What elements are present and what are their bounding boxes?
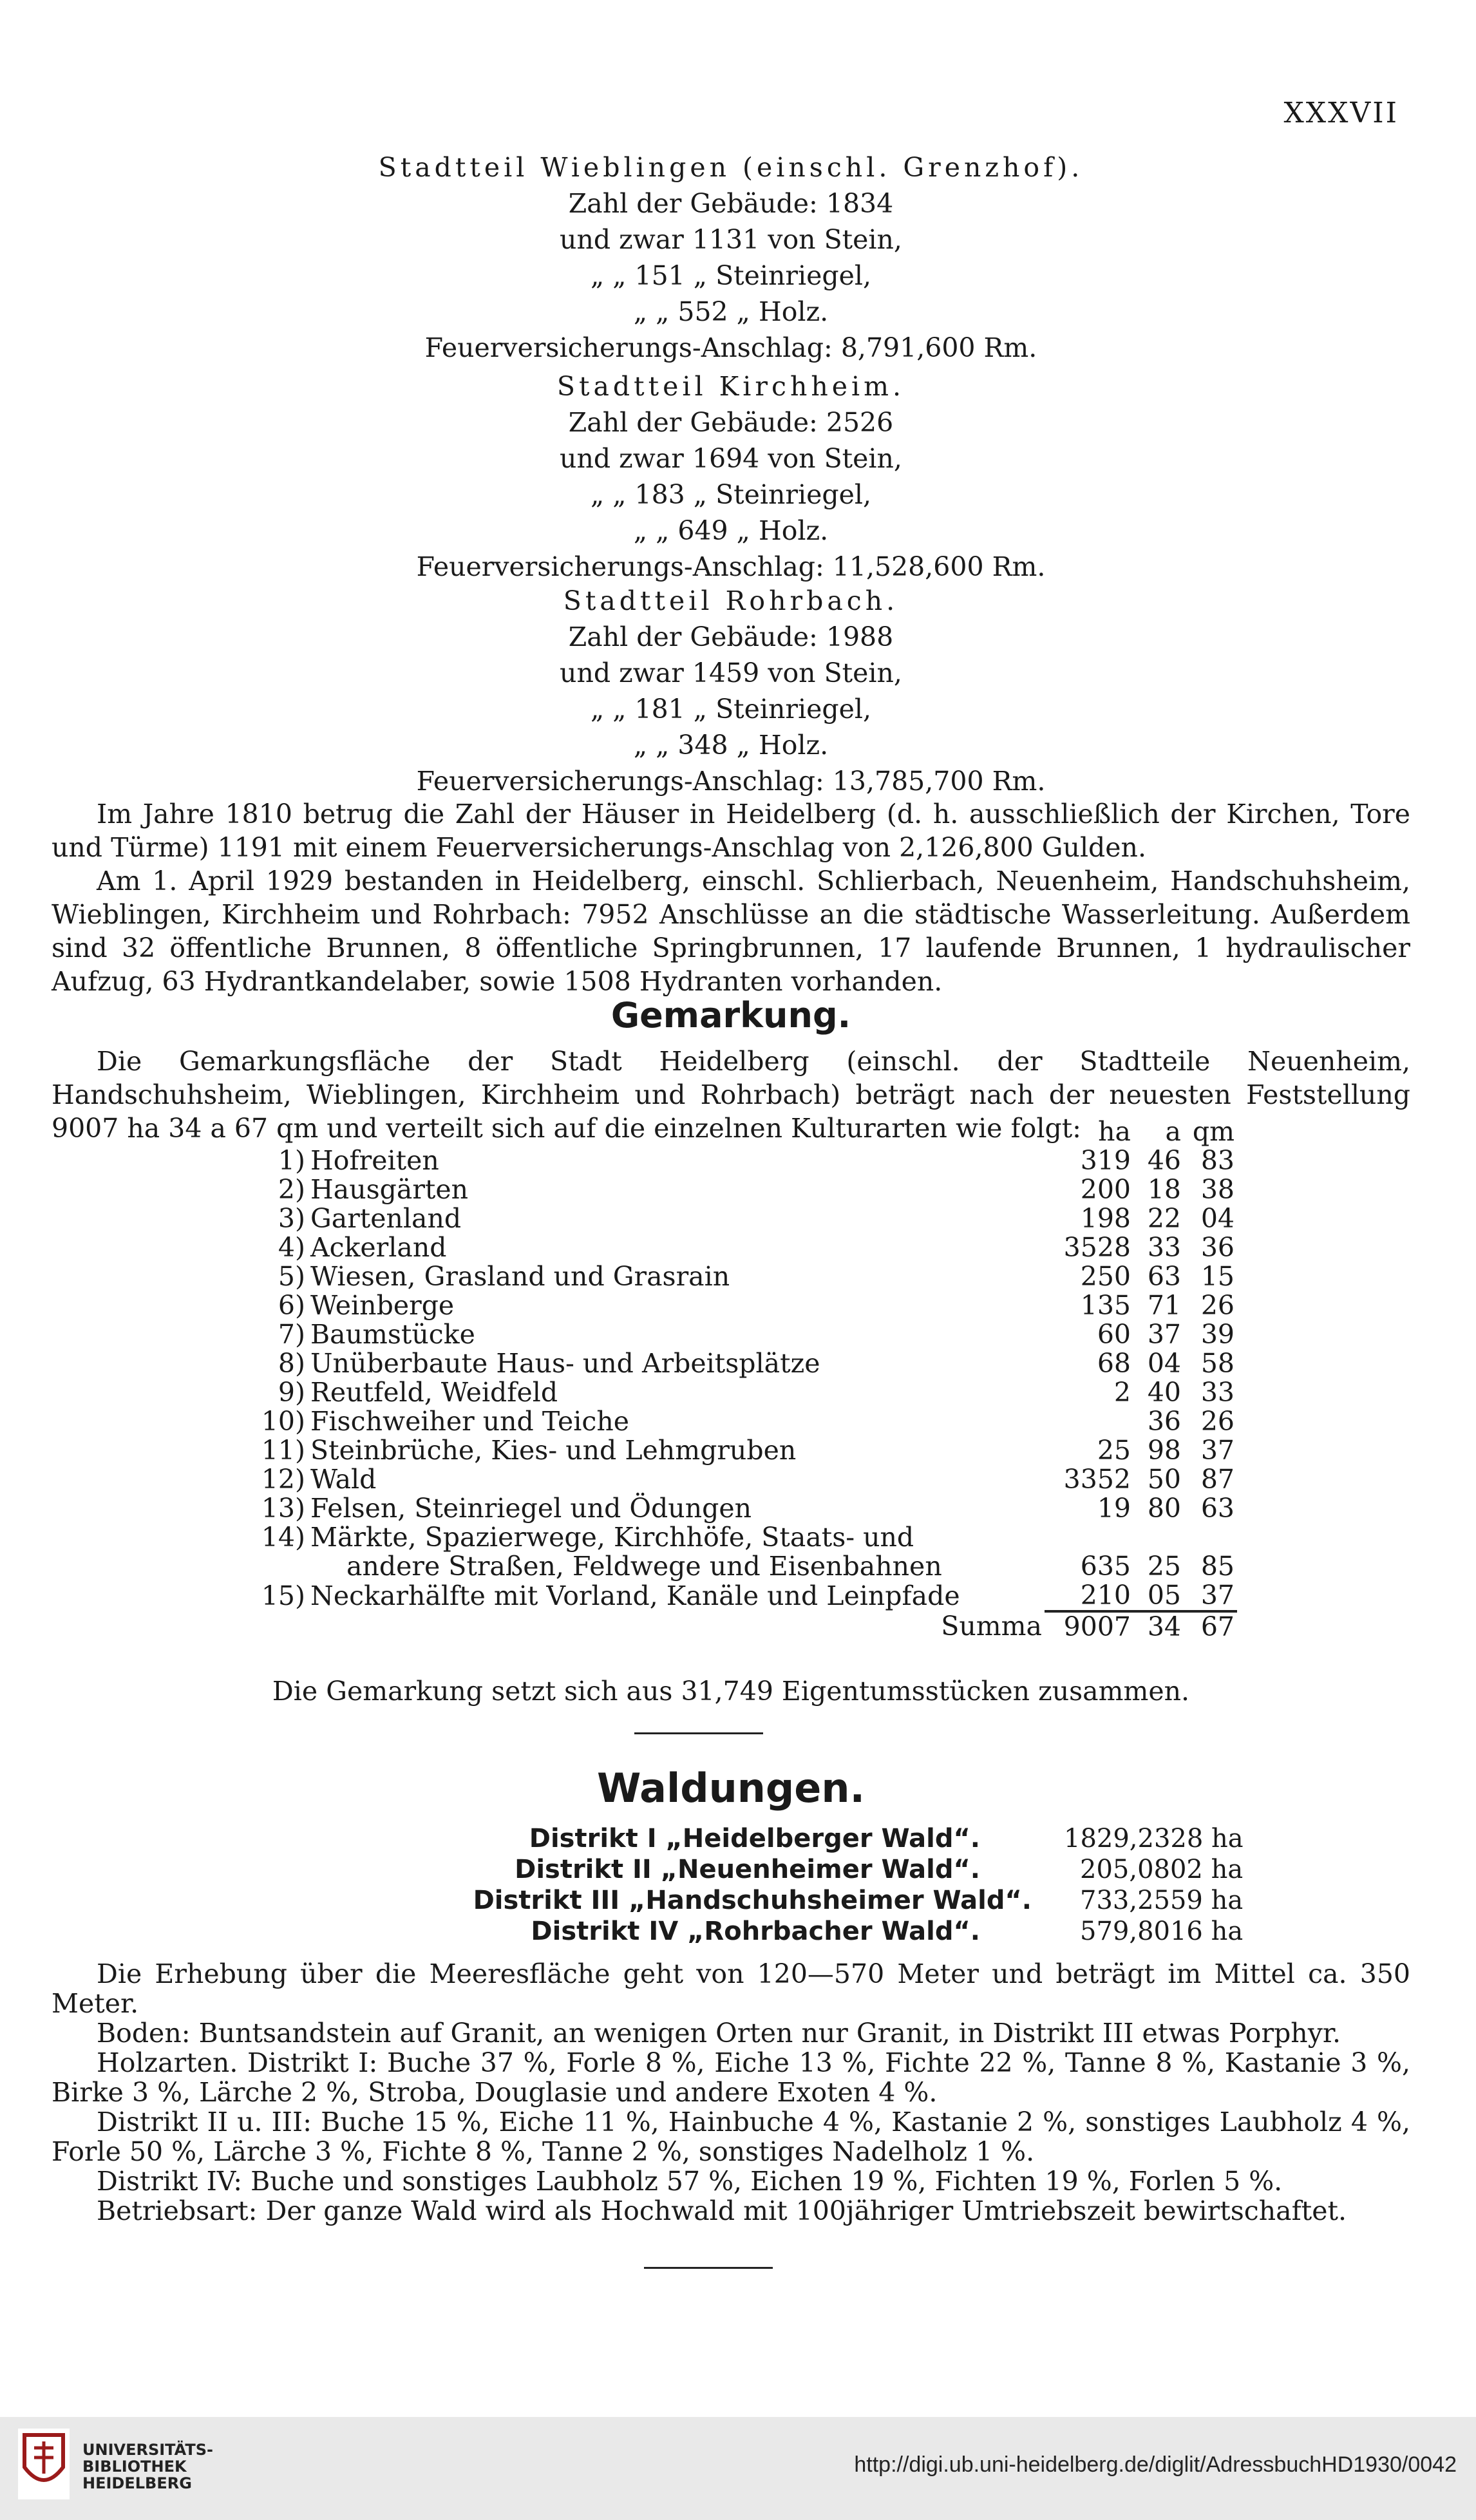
sum-row [258, 1611, 1237, 1642]
row-label: Unüberbaute Haus- und Arbeitsplätze [310, 1348, 820, 1379]
row-a: 18 [1147, 1174, 1181, 1205]
row-ha: 68 [1097, 1348, 1131, 1379]
row-a: 50 [1147, 1464, 1181, 1495]
steinriegel-count: „ „ 183 „ Steinriegel, [590, 479, 872, 510]
gemarkung-intro-text: Die Gemarkungsfläche der Stadt Heidelberg (einschl. der Stadtteile Neuenheim, Handschuhsheim, Wieblingen, Kirchheim und Rohrbach) beträgt nach der neuesten Feststellung 9007 ha 34 a 67 qm und verteilt sich auf die einzelnen Kulturarten wie folgt: [52, 1046, 1410, 1144]
row-a [1133, 1523, 1184, 1552]
table-row [258, 1291, 1237, 1320]
wood-count: „ „ 649 „ Holz. [633, 515, 829, 546]
row-a: 98 [1147, 1435, 1181, 1466]
row-label: Baumstücke [310, 1319, 475, 1350]
row-index: 10) [261, 1406, 305, 1437]
row-a: 25 [1147, 1551, 1181, 1582]
tree-species-1-paragraph: Holzarten. Distrikt I: Buche 37 %, Forle 8 %, Eiche 13 %, Fichte 22 %, Tanne 8 %, Kastanie 3 %, Birke 3 %, Lärche 2 %, Stroba, Douglasie und andere Exoten 4 %. [52, 2047, 1410, 2108]
district-1-name: Distrikt I „Heidelberger Wald“. [529, 1824, 980, 1853]
row-index: 3) [278, 1203, 305, 1234]
houses-1810-paragraph: Im Jahre 1810 betrug die Zahl der Häuser in Heidelberg (d. h. ausschließlich der Kirchen, Tore und Türme) 1191 mit einem Feuerversicherungs-Anschlag von 2,126,800 Gulden. [52, 799, 1410, 863]
row-ha [1045, 1523, 1133, 1552]
row-label: Weinberge [310, 1290, 455, 1321]
row-qm [1184, 1523, 1237, 1552]
row-label: Hofreiten [310, 1145, 439, 1176]
table-row [258, 1349, 1237, 1378]
col-a: a [1165, 1116, 1181, 1147]
row-index: 7) [278, 1319, 305, 1350]
table-row [258, 1552, 1237, 1581]
row-ha: 135 [1080, 1290, 1131, 1321]
row-a: 33 [1147, 1232, 1181, 1263]
row-index: 6) [278, 1290, 305, 1321]
water-supply-paragraph: Am 1. April 1929 bestanden in Heidelberg, einschl. Schlierbach, Neuenheim, Handschuhsheim, Wieblingen, Kirchheim und Rohrbach: 7952 Anschlüsse an die städtische Wasserleitung. Außerdem sind 32 öffentliche Brunnen, 8 öffentliche Springbrunnen, 17 laufende Brunnen, 1 hydraulischer Aufzug, 63 Hydrantkandelaber, sowie 1508 Hydranten vorhanden. [52, 866, 1410, 997]
gemarkung-heading: Gemarkung. [610, 995, 851, 1036]
table-header-row [258, 1117, 1237, 1146]
row-label: Steinbrüche, Kies- und Lehmgruben [310, 1435, 797, 1466]
row-index: 4) [278, 1232, 305, 1263]
table-row [258, 1175, 1237, 1204]
row-ha: 3352 [1063, 1464, 1131, 1495]
source-url-link[interactable]: http://digi.ub.uni-heidelberg.de/diglit/AdressbuchHD1930/0042 [854, 2452, 1457, 2477]
soil-paragraph: Boden: Buntsandstein auf Granit, an wenigen Orten nur Granit, in Distrikt III etwas Porphyr. [97, 2018, 1341, 2049]
end-divider [644, 2267, 773, 2269]
table-row [258, 1262, 1237, 1291]
stone-count: und zwar 1459 von Stein, [560, 658, 902, 688]
row-index: 13) [261, 1493, 305, 1524]
district-kirchheim [52, 368, 1410, 585]
row-a: 80 [1147, 1493, 1181, 1524]
gemarkung-footnote: Die Gemarkung setzt sich aus 31,749 Eigentumsstücken zusammen. [272, 1676, 1190, 1707]
logo-line-2: BIBLIOTHEK [82, 2458, 187, 2476]
sum-a: 34 [1133, 1611, 1184, 1642]
footer-bar [0, 2417, 1476, 2520]
history-paragraphs [52, 797, 1410, 998]
row-a: 37 [1147, 1319, 1181, 1350]
row-a: 36 [1147, 1406, 1181, 1437]
land-use-rows [258, 1146, 1237, 1611]
district-rohrbach [52, 583, 1410, 799]
row-ha: 2 [1113, 1377, 1131, 1408]
district-1-area: 1829,2328 ha [1064, 1824, 1244, 1853]
row-label: Wald [310, 1464, 377, 1495]
row-qm: 36 [1200, 1232, 1235, 1263]
row-index: 8) [278, 1348, 305, 1379]
sum-label: Summa [941, 1611, 1042, 1642]
row-a: 71 [1147, 1290, 1181, 1321]
row-ha: 200 [1080, 1174, 1131, 1205]
row-qm: 63 [1200, 1493, 1235, 1524]
university-library-logo [18, 2429, 70, 2499]
steinriegel-count: „ „ 151 „ Steinriegel, [590, 260, 872, 291]
row-a: 22 [1147, 1203, 1181, 1234]
row-qm: 15 [1200, 1261, 1235, 1292]
row-a: 40 [1147, 1377, 1181, 1408]
table-row [258, 1407, 1237, 1436]
district-wieblingen [52, 149, 1410, 366]
building-count: Zahl der Gebäude: 2526 [568, 407, 894, 438]
row-index: 9) [278, 1377, 305, 1408]
row-index: 11) [261, 1435, 305, 1466]
row-index [258, 1552, 308, 1581]
district-4-name: Distrikt IV „Rohrbacher Wald“. [531, 1917, 980, 1946]
row-a: 63 [1147, 1261, 1181, 1292]
district-title: Stadtteil Kirchheim. [556, 371, 905, 402]
table-row [258, 1581, 1237, 1611]
row-qm: 38 [1200, 1174, 1235, 1205]
section-divider [634, 1732, 763, 1734]
land-use-table [258, 1117, 1237, 1642]
col-qm: qm [1192, 1116, 1235, 1147]
table-row [258, 1320, 1237, 1349]
district-2-area: 205,0802 ha [1080, 1855, 1244, 1884]
logo-text [82, 2441, 213, 2492]
table-row [258, 1523, 1237, 1552]
insurance-value: Feuerversicherungs-Anschlag: 11,528,600 Rm. [416, 551, 1046, 582]
row-index: 1) [278, 1145, 305, 1176]
row-ha: 19 [1097, 1493, 1131, 1524]
row-ha: 60 [1097, 1319, 1131, 1350]
insurance-value: Feuerversicherungs-Anschlag: 13,785,700 Rm. [416, 766, 1046, 797]
row-qm: 26 [1200, 1290, 1235, 1321]
district-title: Stadtteil Wieblingen (einschl. Grenzhof). [378, 152, 1084, 183]
wood-count: „ „ 348 „ Holz. [633, 730, 829, 761]
row-qm: 04 [1200, 1203, 1235, 1234]
logo-line-1: UNIVERSITÄTS- [82, 2441, 214, 2459]
row-label: Ackerland [310, 1232, 447, 1263]
waldungen-heading: Waldungen. [596, 1765, 866, 1812]
row-qm: 37 [1200, 1435, 1235, 1466]
stone-count: und zwar 1131 von Stein, [560, 224, 902, 255]
row-qm: 87 [1200, 1464, 1235, 1495]
col-ha: ha [1098, 1116, 1131, 1147]
table-row [258, 1146, 1237, 1175]
forest-paragraphs [52, 1959, 1410, 2226]
row-ha: 210 [1080, 1580, 1131, 1611]
sum-ha: 9007 [1045, 1611, 1133, 1642]
row-index: 15) [261, 1580, 305, 1611]
row-qm: 26 [1200, 1406, 1235, 1437]
table-row [258, 1204, 1237, 1233]
table-row [258, 1436, 1237, 1465]
row-label: Reutfeld, Weidfeld [310, 1377, 558, 1408]
stone-count: und zwar 1694 von Stein, [560, 443, 902, 474]
row-label: Fischweiher und Teiche [310, 1406, 630, 1437]
row-a: 05 [1147, 1580, 1181, 1611]
row-label: Felsen, Steinriegel und Ödungen [310, 1493, 752, 1524]
district-3-name: Distrikt III „Handschuhsheimer Wald“. [473, 1886, 1032, 1915]
table-row [258, 1494, 1237, 1523]
insurance-value: Feuerversicherungs-Anschlag: 8,791,600 Rm. [424, 332, 1037, 363]
elevation-paragraph: Die Erhebung über die Meeresfläche geht von 120—570 Meter und beträgt im Mittel ca. 350 Meter. [52, 1958, 1410, 2019]
row-ha: 635 [1080, 1551, 1131, 1582]
district-title: Stadtteil Rohrbach. [563, 585, 899, 616]
sum-qm: 67 [1184, 1611, 1237, 1642]
row-index: 12) [261, 1464, 305, 1495]
logo-line-3: HEIDELBERG [82, 2474, 192, 2492]
row-label: Märkte, Spazierwege, Kirchhöfe, Staats- und [310, 1522, 914, 1553]
row-qm: 33 [1200, 1377, 1235, 1408]
district-4-area: 579,8016 ha [1080, 1917, 1244, 1946]
row-label: Wiesen, Grasland und Grasrain [310, 1261, 730, 1292]
row-qm: 85 [1200, 1551, 1235, 1582]
row-qm: 83 [1200, 1145, 1235, 1176]
row-qm: 58 [1200, 1348, 1235, 1379]
row-qm: 37 [1200, 1580, 1235, 1611]
page-number: XXXVII [1283, 97, 1399, 129]
row-ha: 250 [1080, 1261, 1131, 1292]
table-row [258, 1233, 1237, 1262]
row-a: 04 [1147, 1348, 1181, 1379]
tree-species-2-paragraph: Distrikt II u. III: Buche 15 %, Eiche 11 %, Hainbuche 4 %, Kastanie 2 %, sonstiges Laubholz 4 %, Forle 50 %, Lärche 3 %, Fichte 8 %, Tanne 2 %, sonstiges Nadelholz 1 %. [52, 2107, 1410, 2167]
management-paragraph: Betriebsart: Der ganze Wald wird als Hochwald mit 100jähriger Umtriebszeit bewirtschaftet. [97, 2195, 1347, 2226]
wood-count: „ „ 552 „ Holz. [633, 296, 829, 327]
building-count: Zahl der Gebäude: 1834 [568, 188, 894, 219]
row-label: andere Straßen, Feldwege und Eisenbahnen [346, 1551, 942, 1582]
tree-species-3-paragraph: Distrikt IV: Buche und sonstiges Laubholz 57 %, Eichen 19 %, Fichten 19 %, Forlen 5 %. [97, 2166, 1283, 2197]
row-a: 46 [1147, 1145, 1181, 1176]
row-qm: 39 [1200, 1319, 1235, 1350]
building-count: Zahl der Gebäude: 1988 [568, 621, 894, 652]
row-ha: 3528 [1063, 1232, 1131, 1263]
table-row [258, 1378, 1237, 1407]
row-label: Hausgärten [310, 1174, 469, 1205]
row-ha: 319 [1080, 1145, 1131, 1176]
row-index: 14) [261, 1522, 305, 1553]
row-ha [1045, 1407, 1133, 1436]
steinriegel-count: „ „ 181 „ Steinriegel, [590, 694, 872, 725]
row-label: Neckarhälfte mit Vorland, Kanäle und Leinpfade [310, 1580, 960, 1611]
table-row [258, 1465, 1237, 1494]
row-ha: 25 [1097, 1435, 1131, 1466]
row-index: 5) [278, 1261, 305, 1292]
district-3-area: 733,2559 ha [1080, 1886, 1244, 1915]
district-2-name: Distrikt II „Neuenheimer Wald“. [515, 1855, 980, 1884]
row-label: Gartenland [310, 1203, 462, 1234]
row-ha: 198 [1080, 1203, 1131, 1234]
row-index: 2) [278, 1174, 305, 1205]
